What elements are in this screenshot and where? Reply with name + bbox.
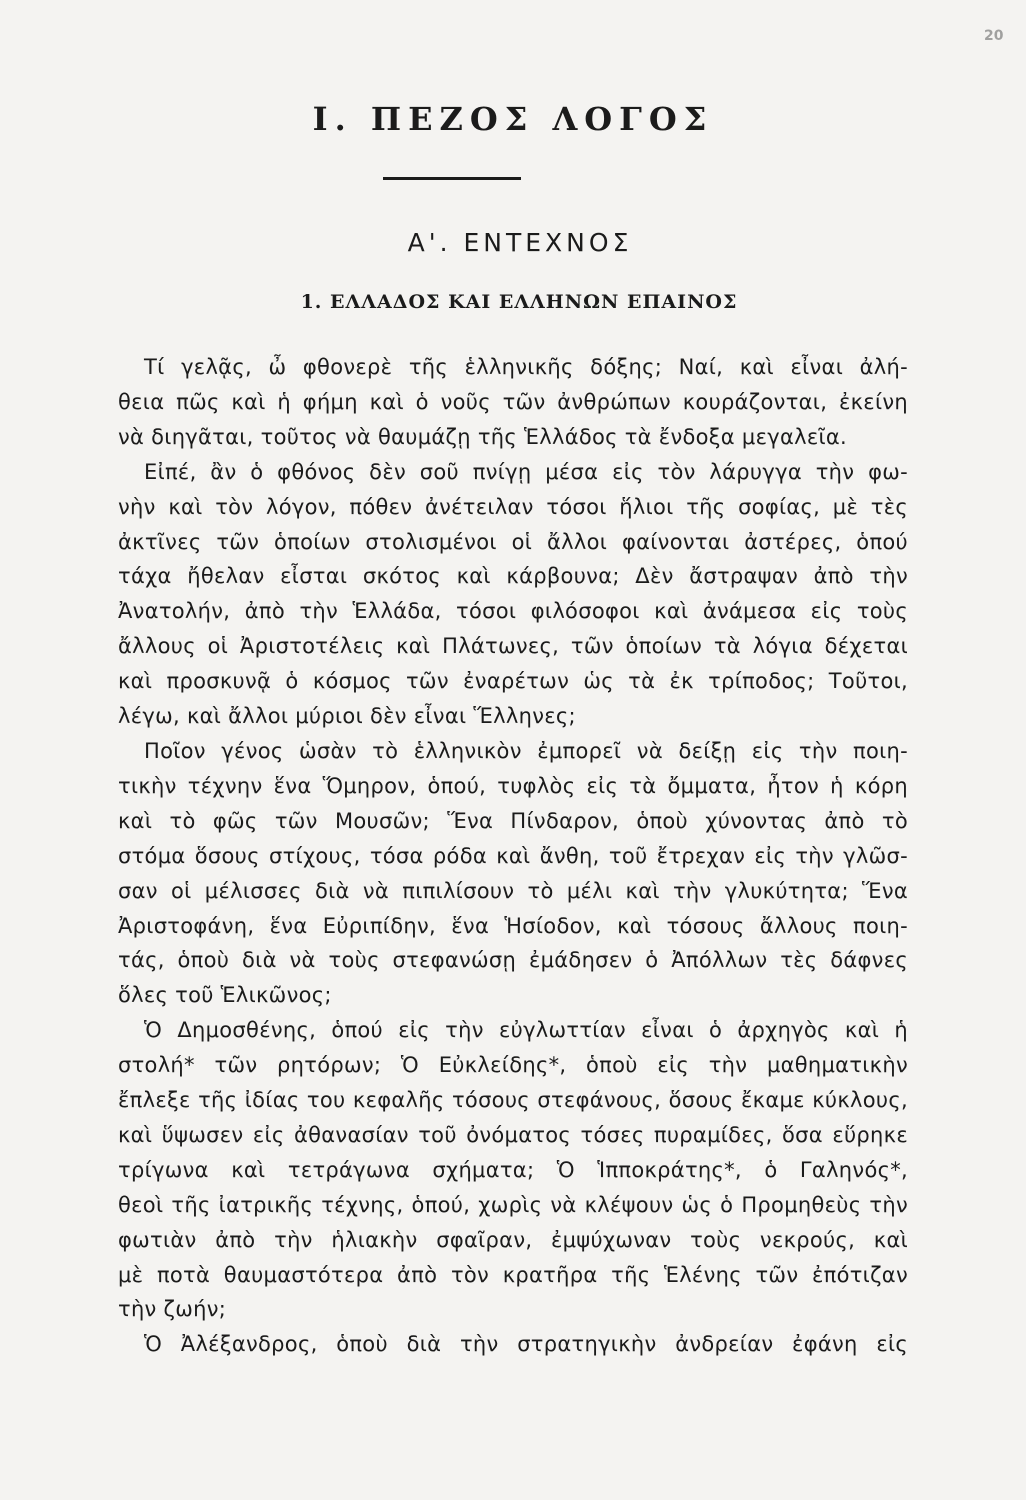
text-line: λέγω, καὶ ἄλλοι μύριοι δὲν εἶναι Ἕλληνες;: [118, 704, 576, 729]
text-line: σαν οἱ μέλισσες διὰ νὰ πιπιλίσουν τὸ μέλι καὶ τὴν γλυκύτητα; Ἕνα: [118, 878, 908, 903]
text-line: Τί γελᾷς, ὦ φθονερὲ τῆς ἑλληνικῆς δόξης; Ναί, καὶ εἶναι ἀλή-: [144, 355, 908, 379]
chapter-title: 1. ΕΛΛΑΔΟΣ ΚΑΙ ΕΛΛΗΝΩΝ ΕΠΑΙΝΟΣ: [300, 291, 738, 313]
text-line: καὶ προσκυνᾷ ὁ κόσμος τῶν ἐναρέτων ὡς τὰ ἐκ τρίποδος; Τοῦτοι,: [118, 669, 908, 694]
text-line: Ὁ Δημοσθένης, ὁπού εἰς τὴν εὐγλωττίαν εἶναι ὁ ἀρχηγὸς καὶ ἡ: [144, 1018, 908, 1043]
text-line: φωτιὰν ἀπὸ τὴν ἡλιακὴν σφαῖραν, ἐμψύχωναν τοὺς νεκρούς, καὶ: [118, 1227, 908, 1252]
text-line: ἔπλεξε τῆς ἰδίας του κεφαλῆς τόσους στεφάνους, ὅσους ἔκαμε κύκλους,: [118, 1088, 908, 1113]
text-line: ἀκτῖνες τῶν ὁποίων στολισμένοι οἱ ἄλλοι φαίνονται ἀστέρες, ὁπού: [118, 529, 908, 554]
text-line: θεοὶ τῆς ἰατρικῆς τέχνης, ὁπού, χωρὶς νὰ κλέψουν ὡς ὁ Προμηθεὺς τὴν: [118, 1192, 908, 1217]
text-line: Ἀριστοφάνη, ἕνα Εὐριπίδην, ἕνα Ἡσίοδον, καὶ τόσους ἄλλους ποιη-: [118, 913, 908, 938]
text-line: Ὁ Ἀλέξανδρος, ὁποὺ διὰ τὴν στρατηγικὴν ἀνδρείαν ἐφάνη εἰς: [144, 1332, 908, 1357]
text-line: τρίγωνα καὶ τετράγωνα σχήματα; Ὁ Ἱπποκράτης*, ὁ Γαληνός*,: [118, 1157, 908, 1182]
text-line: στόμα ὅσους στίχους, τόσα ρόδα καὶ ἄνθη, τοῦ ἔτρεχαν εἰς τὴν γλῶσ-: [118, 843, 908, 868]
text-line: τικὴν τέχνην ἕνα Ὅμηρον, ὁπού, τυφλὸς εἰς τὰ ὄμματα, ἦτον ἡ κόρη: [118, 773, 908, 798]
text-line: ἄλλους οἱ Ἀριστοτέλεις καὶ Πλάτωνες, τῶν ὁποίων τὰ λόγια δέχεται: [118, 634, 908, 659]
text-line: Ἀνατολήν, ἀπὸ τὴν Ἑλλάδα, τόσοι φιλόσοφοι καὶ ἀνάμεσα εἰς τοὺς: [118, 599, 908, 624]
text-line: τάχα ἤθελαν εἶσται σκότος καὶ κάρβουνα; Δὲν ἄστραψαν ἀπὸ τὴν: [118, 564, 908, 589]
text-line: Εἰπέ, ἂν ὁ φθόνος δὲν σοῦ πνίγῃ μέσα εἰς τὸν λάρυγγα τὴν φω-: [144, 459, 908, 484]
text-line: μὲ ποτὰ θαυμαστότερα ἀπὸ τὸν κρατῆρα τῆς Ἑλένης τῶν ἐπότιζαν: [118, 1262, 908, 1287]
body-text: [118, 350, 908, 1362]
text-line: καὶ τὸ φῶς τῶν Μουσῶν; Ἕνα Πίνδαρον, ὁποὺ χύνοντας ἀπὸ τὸ: [118, 808, 908, 833]
text-line: ὅλες τοῦ Ἑλικῶνος;: [118, 983, 332, 1008]
title-divider: [383, 177, 521, 180]
text-line: θεια πῶς καὶ ἡ φήμη καὶ ὁ νοῦς τῶν ἀνθρώπων κουράζονται, ἐκείνη: [118, 389, 908, 414]
section-title: Α'. ΕΝΤΕΧΝΟΣ: [407, 228, 633, 257]
text-line: καὶ ὕψωσεν εἰς ἀθανασίαν τοῦ ὀνόματος τόσες πυραμίδες, ὅσα εὕρηκε: [118, 1122, 908, 1147]
text-line: στολή* τῶν ρητόρων; Ὁ Εὐκλείδης*, ὁποὺ εἰς τὴν μαθηματικὴν: [118, 1053, 908, 1078]
text-line: τὴν ζωήν;: [118, 1297, 227, 1322]
text-line: Ποῖον γένος ὡσὰν τὸ ἑλληνικὸν ἐμπορεῖ νὰ δείξῃ εἰς τὴν ποιη-: [144, 738, 908, 763]
text-line: νὴν καὶ τὸν λόγον, πόθεν ἀνέτειλαν τόσοι ἥλιοι τῆς σοφίας, μὲ τὲς: [118, 494, 908, 519]
text-line: νὰ διηγᾶται, τοῦτος νὰ θαυμάζῃ τῆς Ἑλλάδος τὰ ἔνδοξα μεγαλεῖα.: [118, 424, 847, 449]
text-line: τάς, ὁποὺ διὰ νὰ τοὺς στεφανώσῃ ἐμάδησεν ὁ Ἀπόλλων τὲς δάφνες: [118, 948, 908, 973]
page-number: 20: [984, 28, 1004, 44]
part-title: I. ΠΕΖΟΣ ΛΟΓΟΣ: [312, 100, 714, 138]
